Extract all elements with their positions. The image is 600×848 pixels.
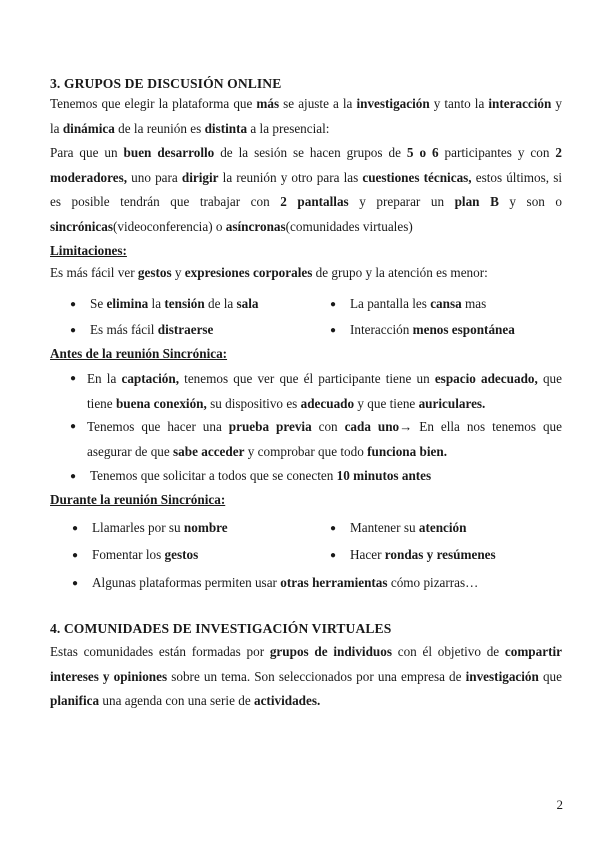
limitacion-item: ● Se elimina la tensión de la sala	[70, 296, 259, 311]
page-number: 2	[556, 797, 563, 812]
section-4-title: 4. COMUNIDADES DE INVESTIGACIÓN VIRTUALES	[50, 621, 392, 636]
durante-item: ● Algunas plataformas permiten usar otras herramientas cómo pizarras…	[72, 575, 479, 590]
bullet-icon: ●	[70, 421, 77, 432]
bullet-icon: ●	[330, 299, 337, 310]
durante-item: ● Llamarles por su nombre	[72, 520, 228, 535]
durante-heading: Durante la reunión Sincrónica:	[50, 492, 226, 507]
section-3-title: 3. GRUPOS DE DISCUSIÓN ONLINE	[50, 76, 282, 91]
limitacion-item: ● La pantalla les cansa mas	[330, 296, 487, 311]
durante-item: ● Fomentar los gestos	[72, 547, 199, 562]
limitaciones-heading: Limitaciones:	[50, 243, 127, 258]
limitacion-item: ● Interacción menos espontánea	[330, 322, 515, 337]
bullet-icon: ●	[70, 471, 77, 482]
bullet-icon: ●	[330, 523, 337, 534]
durante-item: ● Mantener su atención	[330, 520, 467, 535]
limitacion-item: ● Es más fácil distraerse	[70, 322, 214, 337]
bullet-icon: ●	[72, 550, 79, 561]
bullet-icon: ●	[330, 550, 337, 561]
antes-item: ● Tenemos que hacer una prueba previa con cada uno→ En ella nos tenemos que asegurar de que sabe acceder y comprobar que todo funciona bien.	[70, 415, 562, 464]
durante-item: ● Hacer rondas y resúmenes	[330, 547, 496, 562]
bullet-icon: ●	[70, 299, 77, 310]
bullet-icon: ●	[70, 373, 77, 384]
bullet-icon: ●	[72, 578, 79, 589]
antes-heading: Antes de la reunión Sincrónica:	[50, 346, 228, 361]
antes-item: ● Tenemos que solicitar a todos que se conecten 10 minutos antes	[70, 468, 432, 483]
section-3-intro-paragraph: Tenemos que elegir la plataforma que más se ajuste a la investigación y tanto la interacción y la dinámica de la reunión es distinta a la presencial:	[50, 96, 563, 136]
bullet-icon: ●	[70, 325, 77, 336]
section-3-development-paragraph: Para que un buen desarrollo de la sesión se hacen grupos de 5 o 6 participantes y con 2 moderadores, uno para dirigir la reunión y otro para las cuestiones técnicas, estos últimos, si es posible tendrán que trabajar con 2 pantallas y preparar un plan B y son o sincrónicas(videoconferencia) o asíncronas(comunidades virtuales)	[50, 145, 563, 234]
limitaciones-intro: Es más fácil ver gestos y expresiones corporales de grupo y la atención es menor:	[50, 265, 488, 280]
antes-item: ● En la captación, tenemos que ver que él participante tiene un espacio adecuado, que tiene buena conexión, su dispositivo es adecuado y que tiene auriculares.	[70, 367, 562, 416]
section-4-paragraph: Estas comunidades están formadas por grupos de individuos con él objetivo de compartir intereses y opiniones sobre un tema. Son seleccionados por una empresa de investigación que planifica una agenda con una serie de actividades.	[50, 644, 563, 708]
bullet-icon: ●	[72, 523, 79, 534]
bullet-icon: ●	[330, 325, 337, 336]
